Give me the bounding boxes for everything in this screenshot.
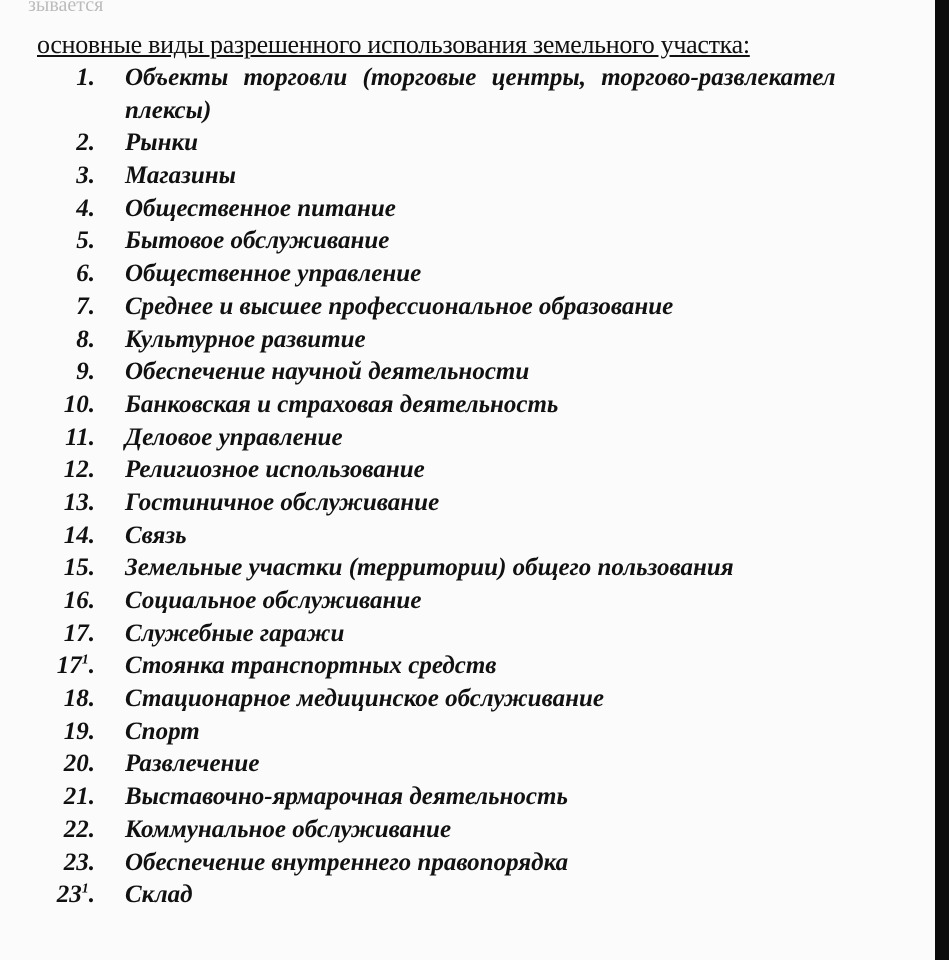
item-number bbox=[0, 814, 125, 847]
item-number bbox=[0, 683, 125, 716]
item-number-text: 13. bbox=[63, 488, 95, 516]
item-number bbox=[0, 454, 125, 487]
item-text: Социальное обслуживание bbox=[125, 587, 422, 614]
item-number bbox=[0, 552, 125, 585]
item-number-text: 21. bbox=[63, 783, 95, 811]
list-item bbox=[0, 422, 935, 455]
item-text: Магазины bbox=[125, 162, 236, 190]
list-item bbox=[0, 258, 935, 291]
faded-previous-text: зывается bbox=[28, 0, 104, 16]
item-text: Среднее и высшее профессиональное образование bbox=[125, 292, 674, 320]
item-text-continuation: плексы) bbox=[125, 96, 212, 124]
item-number bbox=[0, 487, 125, 520]
item-number bbox=[0, 716, 125, 749]
list-item bbox=[0, 225, 935, 258]
item-number bbox=[0, 585, 125, 618]
item-number bbox=[0, 127, 125, 160]
item-text: Земельные участки (территории) общего пользования bbox=[125, 554, 734, 582]
list-item bbox=[0, 127, 935, 160]
item-text: Связь bbox=[125, 521, 187, 549]
list-item bbox=[0, 487, 935, 520]
item-number: $23^1$. bbox=[56, 881, 95, 909]
list-item bbox=[0, 814, 935, 847]
item-number bbox=[0, 62, 125, 95]
item-number-text: 4. bbox=[76, 194, 95, 222]
item-text: Служебные гаражи bbox=[125, 619, 345, 647]
item-number-text: 1. bbox=[76, 64, 95, 91]
item-number-text: 9. bbox=[76, 358, 95, 386]
item-text: Склад bbox=[125, 881, 193, 909]
item-number-text: 6. bbox=[76, 260, 95, 288]
item-number-text: 7. bbox=[76, 292, 95, 320]
item-number bbox=[0, 847, 125, 880]
list-item bbox=[0, 454, 935, 487]
item-number bbox=[0, 781, 125, 814]
item-number-text: 12. bbox=[63, 456, 95, 484]
item-number-text: 19. bbox=[63, 717, 95, 745]
list-item bbox=[0, 879, 935, 912]
item-number-text: 10. bbox=[63, 390, 95, 418]
item-text: Рынки bbox=[125, 129, 199, 157]
item-number bbox=[0, 193, 125, 226]
item-text: Объекты торговли (торговые центры, торгово-развлекател bbox=[125, 64, 836, 91]
item-number-text: 17 bbox=[56, 652, 82, 680]
item-number bbox=[0, 258, 125, 291]
item-text: Выставочно-ярмарочная деятельность bbox=[125, 783, 568, 811]
list-item bbox=[0, 324, 935, 357]
list-item bbox=[0, 291, 935, 324]
item-text: Культурное развитие bbox=[125, 325, 366, 353]
permitted-uses-list bbox=[0, 62, 935, 912]
item-number-superscript: 1 bbox=[81, 881, 89, 897]
item-text: Обеспечение внутреннего правопорядка bbox=[125, 848, 569, 876]
item-number bbox=[0, 356, 125, 389]
item-number-text: 14. bbox=[63, 521, 95, 549]
item-number bbox=[0, 422, 125, 455]
list-item bbox=[0, 748, 935, 781]
item-number-text: 18. bbox=[63, 685, 95, 713]
item-number bbox=[0, 225, 125, 258]
item-number: $17^1$. bbox=[56, 652, 95, 680]
section-heading: основные виды разрешенного использования земельного участка: bbox=[37, 30, 750, 59]
item-text: Бытовое обслуживание bbox=[125, 227, 390, 255]
list-item bbox=[0, 716, 935, 749]
item-text: Стационарное медицинское обслуживание bbox=[125, 685, 604, 713]
item-number-text: 22. bbox=[63, 815, 95, 843]
list-item bbox=[0, 847, 935, 880]
item-number-text: 23. bbox=[63, 848, 95, 876]
item-text: Стоянка транспортных средств bbox=[125, 652, 497, 680]
item-text: Обеспечение научной деятельности bbox=[125, 358, 530, 386]
item-text: Коммунальное обслуживание bbox=[125, 815, 452, 843]
item-number bbox=[0, 291, 125, 324]
list-item bbox=[0, 62, 935, 95]
item-number-text: 15. bbox=[63, 554, 95, 582]
list-item bbox=[0, 356, 935, 389]
scan-edge bbox=[935, 0, 949, 960]
item-number bbox=[0, 160, 125, 193]
item-number-text: 20. bbox=[63, 750, 95, 778]
item-text: Спорт bbox=[125, 717, 200, 745]
list-item bbox=[0, 193, 935, 226]
item-number-superscript: 1 bbox=[81, 653, 89, 669]
item-number bbox=[0, 389, 125, 422]
list-item bbox=[0, 389, 935, 422]
item-number bbox=[0, 748, 125, 781]
list-item bbox=[0, 520, 935, 553]
list-item bbox=[0, 552, 935, 585]
item-number-text: 16. bbox=[63, 587, 95, 614]
item-text: Гостиничное обслуживание bbox=[125, 488, 440, 516]
item-text: Деловое управление bbox=[125, 423, 343, 451]
item-number-text: 17. bbox=[63, 619, 95, 647]
list-item bbox=[0, 585, 935, 618]
item-number-text: 8. bbox=[76, 325, 95, 353]
item-number-text: 23 bbox=[56, 881, 82, 909]
list-item bbox=[0, 781, 935, 814]
list-item bbox=[0, 650, 935, 683]
item-text: Банковская и страховая деятельность bbox=[125, 390, 559, 418]
item-text: Религиозное использование bbox=[125, 456, 425, 484]
item-text: Общественное управление bbox=[125, 260, 422, 288]
list-item bbox=[0, 160, 935, 193]
item-text: Развлечение bbox=[125, 750, 260, 778]
list-item bbox=[0, 683, 935, 716]
item-number-text: 2. bbox=[76, 129, 95, 157]
item-number bbox=[0, 618, 125, 651]
item-text: Общественное питание bbox=[125, 194, 396, 222]
list-item bbox=[0, 618, 935, 651]
item-number-text: 5. bbox=[76, 227, 95, 255]
item-number-text: 11. bbox=[65, 423, 95, 451]
item-number bbox=[0, 520, 125, 553]
item-number-text: 3. bbox=[76, 162, 95, 190]
item-number bbox=[0, 324, 125, 357]
